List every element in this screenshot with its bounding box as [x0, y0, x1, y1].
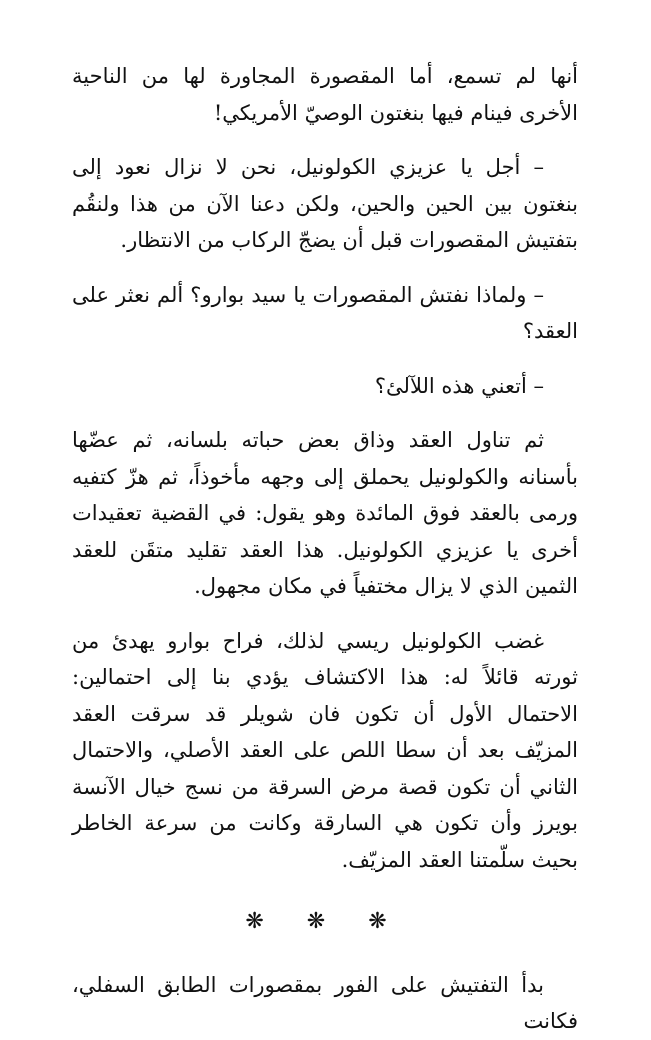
paragraph-6: غضب الكولونيل ريسي لذلك، فراح بوارو يهدئ من ثورته قائلاً له: هذا الاكتشاف يؤدي بنا إلى احتمالين: الاحتمال الأول أن تكون فان شويلر قد سرقت العقد المزيّف بعد أن سطا اللص على العقد الأصلي، والاحتمال الثاني أن تكون قصة مرض السرقة من نسج خيال الآنسة بويرز وأن تكون هي السارقة وكانت من سرعة الخاطر بحيث سلّمتنا العقد المزيّف.	[72, 628, 578, 872]
paragraph-5: ثم تناول العقد وذاق بعض حباته بلسانه، ثم عضّها بأسنانه والكولونيل يحملق إلى وجهه مأخوذاً، ثم هزّ كتفيه ورمى بالعقد فوق المائدة وهو يقول: في القضية تعقيدات أخرى يا عزيزي الكولونيل. هذا العقد تقليد متقَن للعقد الثمين الذي لا يزال مختفياً في مكان مجهول.	[72, 428, 578, 598]
paragraph-2: – أجل يا عزيزي الكولونيل، نحن لا نزال نعود إلى بنغتون بين الحين والحين، ولكن دعنا الآن من هذا ولنقُم بتفتيش المقصورات قبل أن يضجّ الركاب من الانتظار.	[72, 155, 578, 252]
section-separator: ❋ ❋ ❋	[245, 909, 405, 934]
paragraph-7: بدأ التفتيش على الفور بمقصورات الطابق السفلي، فكانت	[72, 972, 578, 1033]
paragraph-3: – ولماذا نفتش المقصورات يا سيد بوارو؟ ألم نعثر على العقد؟	[72, 282, 578, 343]
paragraph-4: – أتعني هذه اللآلئ؟	[374, 373, 544, 398]
page-text	[72, 58, 578, 1040]
paragraph-1: أنها لم تسمع، أما المقصورة المجاورة لها من الناحية الأخرى فينام فيها بنغتون الوصيّ الأمريكي!	[72, 64, 578, 125]
